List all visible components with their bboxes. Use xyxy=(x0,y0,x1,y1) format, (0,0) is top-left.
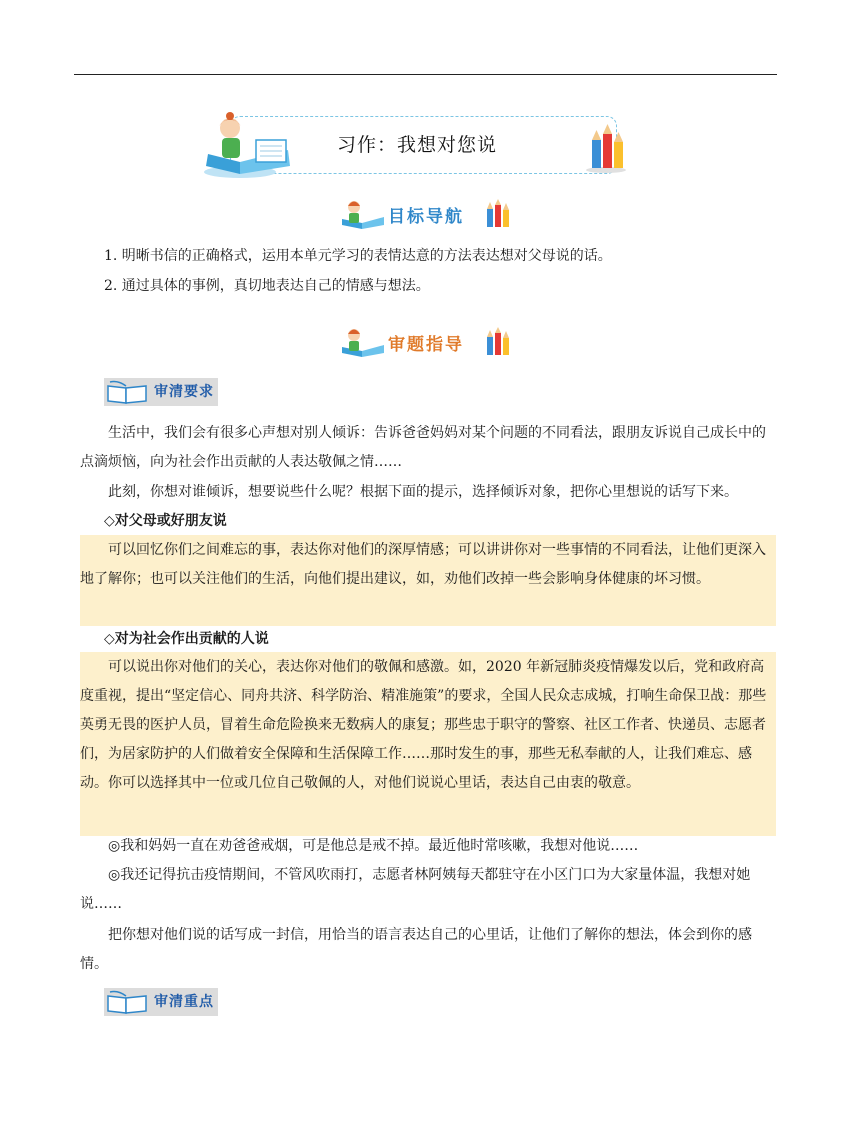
focus-tag-label: 审清重点 xyxy=(150,988,218,1016)
example-paragraph: ◎我还记得抗击疫情期间，不管风吹雨打，志愿者林阿姨每天都驻守在小区门口为大家量体温，我想对她说…… xyxy=(80,867,751,912)
pencils-icon xyxy=(484,199,512,229)
intro-paragraph: 生活中，我们会有很多心声想对别人倾诉：告诉爸爸妈妈对某个问题的不同看法，跟朋友诉说自己成长中的点滴烦恼，向为社会作出贡献的人表达敬佩之情…… xyxy=(80,425,766,470)
example-paragraph: ◎我和妈妈一直在劝爸爸戒烟，可是他总是戒不掉。最近他时常咳嗽，我想对他说…… xyxy=(108,838,639,854)
book-icon xyxy=(104,378,150,406)
option-heading: ◇对为社会作出贡献的人说 xyxy=(104,631,269,647)
option-paragraph: 可以回忆你们之间难忘的事，表达你对他们的深厚情感；可以讲讲你对一些事情的不同看法，让他们更深入地了解你；也可以关注他们的生活，向他们提出建议，如，劝他们改掉一些会影响身体健康的坏习惯。 xyxy=(80,542,766,587)
goals-heading-label: 目标导航 xyxy=(388,207,464,227)
girl-reading-icon xyxy=(340,197,386,231)
goal-item: 2. 通过具体的事例，真切地表达自己的情感与想法。 xyxy=(104,278,430,294)
book-icon xyxy=(104,988,150,1016)
goals-heading xyxy=(340,197,515,231)
pencils-icon xyxy=(484,327,512,357)
intro-paragraph: 此刻，你想对谁倾诉，想要说些什么呢？根据下面的提示，选择倾诉对象，把你心里想说的话写下来。 xyxy=(108,484,738,500)
closing-paragraph: 把你想对他们说的话写成一封信，用恰当的语言表达自己的心里话，让他们了解你的想法，体会到你的感情。 xyxy=(80,927,752,972)
pencils-icon xyxy=(582,124,628,174)
girl-reading-icon xyxy=(200,110,296,180)
option-heading: ◇对父母或好朋友说 xyxy=(104,513,227,529)
requirements-tag-label: 审清要求 xyxy=(150,378,218,406)
guide-heading xyxy=(340,325,515,359)
page-title: 习作：我想对您说 xyxy=(337,134,498,156)
goal-item: 1. 明晰书信的正确格式，运用本单元学习的表情达意的方法表达想对父母说的话。 xyxy=(104,248,612,264)
top-rule xyxy=(74,74,777,75)
guide-heading-label: 审题指导 xyxy=(388,335,464,355)
option-paragraph: 可以说出你对他们的关心，表达你对他们的敬佩和感激。如，2020 年新冠肺炎疫情爆发以后，党和政府高度重视，提出“坚定信心、同舟共济、科学防治、精准施策”的要求，全国人民众志成城，打响生命保卫战：那些英勇无畏的医护人员，冒着生命危险换来无数病人的康复；那些忠于职守的警察、社区工作者、快递员、志愿者们，为居家防护的人们做着安全保障和生活保障工作……那时发生的事，那些无私奉献的人，让我们难忘、感动。你可以选择其中一位或几位自己敬佩的人，对他们说说心里话，表达自己由衷的敬意。 xyxy=(80,659,767,791)
girl-reading-icon xyxy=(340,325,386,359)
